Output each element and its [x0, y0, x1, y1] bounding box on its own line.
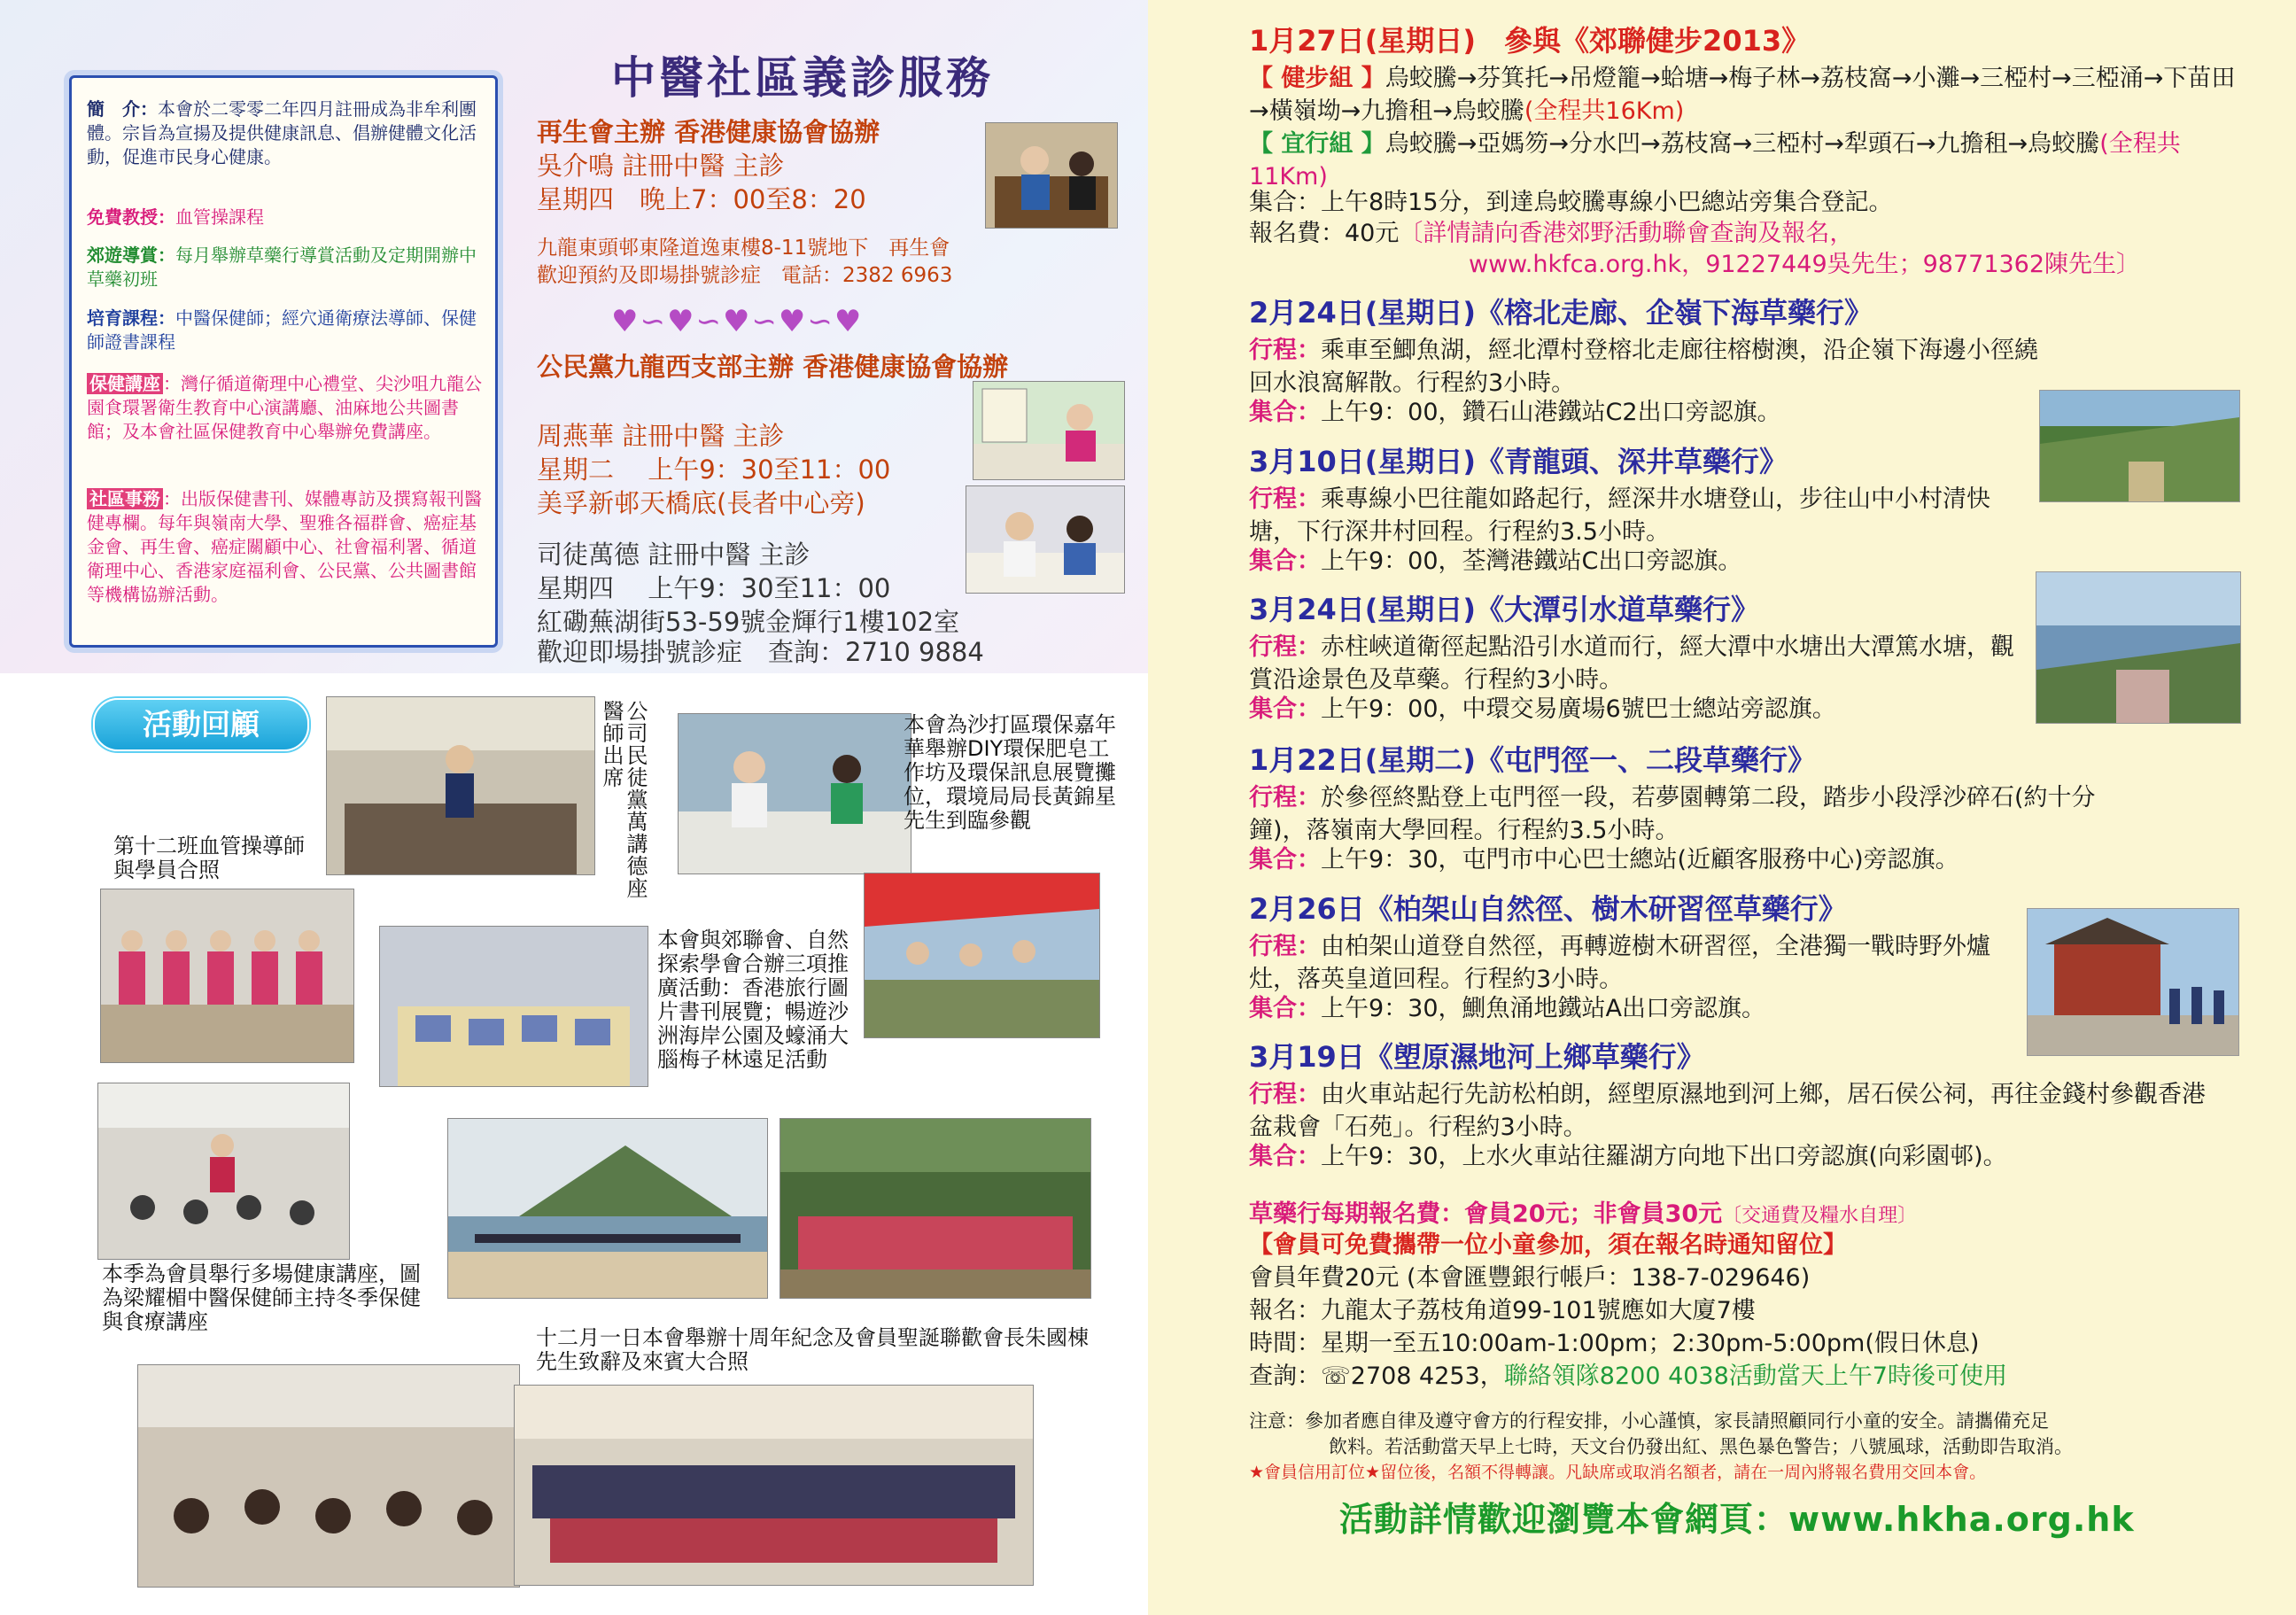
clinic-2-info: [537, 419, 890, 520]
clinic-2-address: 美孚新邨天橋底(長者中心旁): [537, 488, 865, 518]
event-5-gather: [1249, 843, 1959, 876]
gather-label: 集合：: [1249, 1143, 1321, 1170]
walk-group-route: 烏蛟騰→芬箕托→吊燈籠→蛤塘→梅子林→荔枝窩→小灘→三椏村→三椏涌→下苗田→橫嶺坳→九擔租→烏蛟騰: [1249, 65, 2236, 125]
route-label: 行程：: [1249, 633, 1321, 661]
event-4-heading: 3月24日(星期日)《大潭引水道草藥行》: [1249, 593, 1760, 626]
clinic-2-organizer: 公民黨九龍西支部主辦 香港健康協會協辦: [537, 352, 1009, 382]
clinic-2-time: 星期二 上午9：30至11：00: [537, 454, 891, 485]
event-7-heading: 3月19日《塱原濕地河上鄉草藥行》: [1249, 1040, 1705, 1074]
clinic-1-doctor: 吳介鳴 註冊中醫 主診: [537, 151, 785, 181]
clinic-3-doctor: 司徒萬德 註冊中醫 主診: [537, 540, 811, 570]
hike-text: 每月舉辦草藥行導賞活動及定期開辦中草藥初班: [87, 245, 477, 290]
route-label: 行程：: [1249, 784, 1321, 811]
notice-3: ★會員信用訂位★留位後，名額不得轉讓。凡缺席或取消名額者，請在一周內將報名費用交回本會。: [1249, 1463, 1987, 1482]
activity-review-badge: 活動回顧: [93, 698, 309, 751]
leader-phone: 聯絡領隊8200 4038活動當天上午7時後可使用: [1503, 1363, 2007, 1390]
community-affairs: [87, 487, 485, 607]
caption-party-talk: 公司民徒黨萬講德座醫師出席: [599, 700, 648, 899]
event-5-route: [1249, 781, 2152, 847]
gather-label: 集合：: [1249, 547, 1321, 575]
photo-class-group: [100, 889, 354, 1063]
clinic-1-photo: [985, 122, 1118, 229]
event-1-heading: [1249, 25, 1810, 58]
event-2-gather: [1249, 396, 1781, 429]
train-label: 培育課程：: [87, 307, 175, 329]
event-5-route-text: 於參徑終點登上屯門徑一段，若夢園轉第二段，踏步小段浮沙碎石(約十分鐘)，落嶺南大學回程。行程約3.5小時。: [1249, 784, 2096, 844]
event-3-gather-text: 上午9：00，荃灣港鐵站C出口旁認旗。: [1321, 547, 1742, 575]
hike-guide: [87, 244, 485, 291]
clinic-3-address: 紅磡蕪湖街53-59號金輝行1樓102室: [537, 607, 960, 637]
gather-label: 集合：: [1249, 399, 1321, 426]
event-6-heading: 2月26日《柏架山自然徑、樹木研習徑草藥行》: [1249, 892, 1847, 926]
route-label: 行程：: [1249, 337, 1321, 364]
health-talk: [87, 372, 485, 444]
photo-party-talk: [326, 696, 595, 875]
event-4-gather-text: 上午9：00，中環交易廣場6號巴士總站旁認旗。: [1321, 695, 1836, 723]
photo-forest-hike: [780, 1118, 1091, 1299]
event-7-gather-text: 上午9：30，上水火車站往羅湖方向地下出口旁認旗(向彩園邨)。: [1321, 1143, 2007, 1170]
event-6-photo: [2027, 908, 2239, 1056]
gather-label: 集合：: [1249, 695, 1321, 723]
photo-health-talk: [97, 1083, 350, 1260]
clinic-3-contact: [537, 635, 984, 669]
event-1-route-a: [1249, 62, 2237, 128]
event-2-gather-text: 上午9：00，鑽石山港鐵站C2出口旁認旗。: [1321, 399, 1781, 426]
notice-2: 飲料。若活動當天早上七時，天文台仍發出紅、黑色暴色警告；八號風球，活動即告取消。: [1329, 1436, 2073, 1457]
gather-label: 集合：: [1249, 995, 1321, 1022]
community-label: 社區事務: [87, 488, 163, 509]
fee-info: [1249, 1198, 1917, 1232]
health-label: 保健講座: [87, 373, 163, 394]
photo-book-fair: [379, 926, 648, 1087]
easy-group-label: 【 宜行組 】: [1249, 130, 1385, 158]
free-course: [87, 206, 485, 229]
caption-joint-event: 本會與郊聯會、自然探索學會合辦三項推廣活動：香港旅行圖片書刊展覽；暢遊沙洲海岸公園及蠔涌大腦梅子林遠足活動: [657, 928, 849, 1072]
annual-fee: 會員年費20元 (本會匯豐銀行帳戶：138-7-029646): [1249, 1264, 1811, 1292]
event-3-route: [1249, 483, 2028, 548]
event-5-gather-text: 上午9：30，屯門市中心巴士總站(近顧客服務中心)旁認旗。: [1321, 846, 1959, 873]
clinic-2: [537, 350, 1008, 384]
event-1-fee-value: 報名費：40元: [1249, 220, 1400, 247]
clinic-3-photo: [966, 485, 1125, 594]
event-3-gather: [1249, 545, 1741, 578]
clinic-2-doctor: 周燕華 註冊中醫 主診: [537, 421, 785, 451]
event-6-gather: [1249, 992, 1765, 1025]
event-3-heading: 3月10日(星期日)《青龍頭、深井草藥行》: [1249, 445, 1788, 478]
office-hours: 時間：星期一至五10:00am-1:00pm；2:30pm-5:00pm(假日休息): [1249, 1330, 1980, 1357]
enquiry-phone-text: 查詢：☏2708 4253，: [1249, 1363, 1504, 1390]
route-label: 行程：: [1249, 485, 1321, 513]
event-3-route-text: 乘專線小巴往龍如路起行，經深井水塘登山，步往山中小村清快塘，下行深井村回程。行程約3.5小時。: [1249, 485, 1990, 546]
gather-label: 集合：: [1249, 846, 1321, 873]
event-7-route: [1249, 1078, 2223, 1144]
event-2-heading: 2月24日(星期日)《榕北走廊、企嶺下海草藥行》: [1249, 296, 1873, 330]
hearts-divider: ♥∽♥∽♥∽♥∽♥: [611, 304, 864, 339]
event-1-fee-note: 〔詳情請向香港郊野活動聯會查詢及報名，: [1399, 220, 1854, 247]
event-6-route: [1249, 930, 2028, 996]
caption-class-photo: 第十二班血管操導師與學員合照: [113, 834, 305, 882]
event-6-route-text: 由柏架山道登自然徑，再轉遊樹木研習徑，全港獨一戰時野外爐灶，落英皇道回程。行程約3小時。: [1249, 933, 1990, 993]
event-2-photo: [2039, 390, 2240, 502]
event-4-photo: [2036, 571, 2241, 724]
event-1-gather: 集合：上午8時15分，到達烏蛟騰專線小巴總站旁集合登記。: [1249, 189, 1893, 216]
event-1-contact: www.hkfca.org.hk，91227449吳先生；98771362陳先生〕: [1469, 251, 2141, 278]
route-label: 行程：: [1249, 1081, 1321, 1108]
caption-env-fair: 本會為沙打區環保嘉年華舉辦DIY環保肥皂工作坊及環保訊息展覽攤位，環境局局長黃錦星先生到臨參觀: [904, 712, 1116, 833]
clinic-3-time: 星期四 上午9：30至11：00: [537, 573, 891, 603]
intro-paragraph: [87, 97, 485, 169]
event-4-gather: [1249, 693, 1836, 726]
community-text: ：出版保健書刊、媒體專訪及撰寫報刊醫健專欄。每年與嶺南大學、聖雅各福群會、癌症基金會、再生會、癌症關顧中心、社會福利署、循道衛理中心、香港家庭福利會、公民黨、公共圖書館等機構協辦活動。: [87, 488, 482, 605]
route-label: 行程：: [1249, 933, 1321, 960]
event-1-route-b: [1249, 128, 2237, 193]
clinic-2-photo: [973, 381, 1125, 480]
free-text: 血管操課程: [175, 206, 264, 228]
caption-health-talk: 本季為會員舉行多場健康講座，圖為梁耀楣中醫保健師主持冬季保健與食療講座: [102, 1262, 421, 1334]
clinic-1-address: 九龍東頭邨東隆道逸東樓8-11號地下 再生會: [537, 237, 950, 260]
event-2-route: [1249, 334, 2046, 400]
event-6-gather-text: 上午9：30，鰂魚涌地鐵站A出口旁認旗。: [1321, 995, 1766, 1022]
fee-info-text: 草藥行每期報名費：會員20元；非會員30元: [1249, 1200, 1723, 1228]
easy-group-route: 烏蛟騰→亞媽笏→分水凹→荔枝窩→三椏村→犁頭石→九擔租→烏蛟騰: [1385, 130, 2100, 158]
enquiry-phone: [1249, 1360, 2007, 1393]
walk-group-label: 【 健步組 】: [1249, 65, 1385, 92]
event-5-heading: 1月22日(星期二)《屯門徑一、二段草藥行》: [1249, 743, 1817, 777]
clinic-1-phone: 歡迎預約及即場掛號診症 電話：2382 6963: [537, 264, 953, 287]
intro-text: 本會於二零零二年四月註冊成為非牟利團體。宗旨為宣揚及提供健康訊息、倡辦健體文化活動，促進市民身心健康。: [87, 98, 477, 167]
photo-christmas-group: [514, 1385, 1034, 1586]
clinic-3-phone: 歡迎即場掛號診症 查詢：2710 9884: [537, 637, 984, 667]
easy-group-distance: (全程共11Km): [1249, 130, 2181, 190]
event-2-route-text: 乘車至鯽魚湖，經北潭村登榕北走廊往榕樹澳，沿企嶺下海邊小徑繞回水浪窩解散。行程約3小時。: [1249, 337, 2038, 397]
event-7-route-text: 由火車站起行先訪松柏朗，經塱原濕地到河上鄉，居石侯公祠，再往金錢村參觀香港盆栽會「石苑」。行程約3小時。: [1249, 1081, 2206, 1141]
event-4-route: [1249, 631, 2028, 696]
free-label: 免費教授：: [87, 206, 175, 228]
website-link[interactable]: 活動詳情歡迎瀏覽本會網頁：www.hkha.org.hk: [1339, 1500, 2135, 1539]
photo-env-fair: [678, 713, 911, 874]
clinic-1-organizer: 再生會主辦 香港健康協會協辦: [537, 117, 880, 147]
training-course: [87, 307, 485, 354]
train-text: 中醫保健師；經穴通衛療法導師、保健師證書課程: [87, 307, 477, 353]
notice-1: 注意：參加者應自律及遵守會方的行程安排，小心謹慎，家長請照顧同行小童的安全。請攜備充足: [1249, 1410, 2049, 1432]
walk-group-distance: (全程共16Km): [1524, 97, 1685, 125]
photo-beach-hike: [447, 1118, 768, 1299]
clinic-1: [537, 115, 880, 216]
event-7-gather: [1249, 1140, 2007, 1173]
register-address: 報名：九龍太子荔枝角道99-101號應如大廈7樓: [1249, 1297, 1756, 1324]
caption-christmas: 十二月一日本會舉辦十周年紀念及會員聖誕聯歡會長朱國棟先生致辭及來賓大合照: [536, 1325, 1089, 1374]
clinic-3: [537, 538, 959, 639]
health-text: ：灣仔循道衛理中心禮堂、尖沙咀九龍公園食環署衛生教育中心演講廳、油麻地公共圖書館；及本會社區保健教育中心舉辦免費講座。: [87, 373, 482, 442]
service-title: 中醫社區義診服務: [611, 52, 994, 104]
fee-info-note: 〔交通費及糧水自理〕: [1722, 1205, 1918, 1227]
clinic-1-time: 星期四 晚上7：00至8：20: [537, 184, 866, 214]
intro-label: 簡 介：: [87, 98, 158, 120]
photo-joint-event: [864, 873, 1100, 1038]
hike-label: 郊遊導賞：: [87, 245, 175, 266]
clinic-1-info: [537, 235, 952, 290]
event-1-fee: [1249, 217, 2241, 250]
photo-christmas-audience: [137, 1364, 520, 1588]
child-note: 【會員可免費攜帶一位小童參加，須在報名時通知留位】: [1249, 1231, 1847, 1259]
event-1-title: 1月27日(星期日) 參與《郊聯健步2013》: [1249, 24, 1811, 58]
event-4-route-text: 赤柱峽道衛徑起點沿引水道而行，經大潭中水塘出大潭篤水塘，觀賞沿途景色及草藥。行程約3小時。: [1249, 633, 2014, 694]
